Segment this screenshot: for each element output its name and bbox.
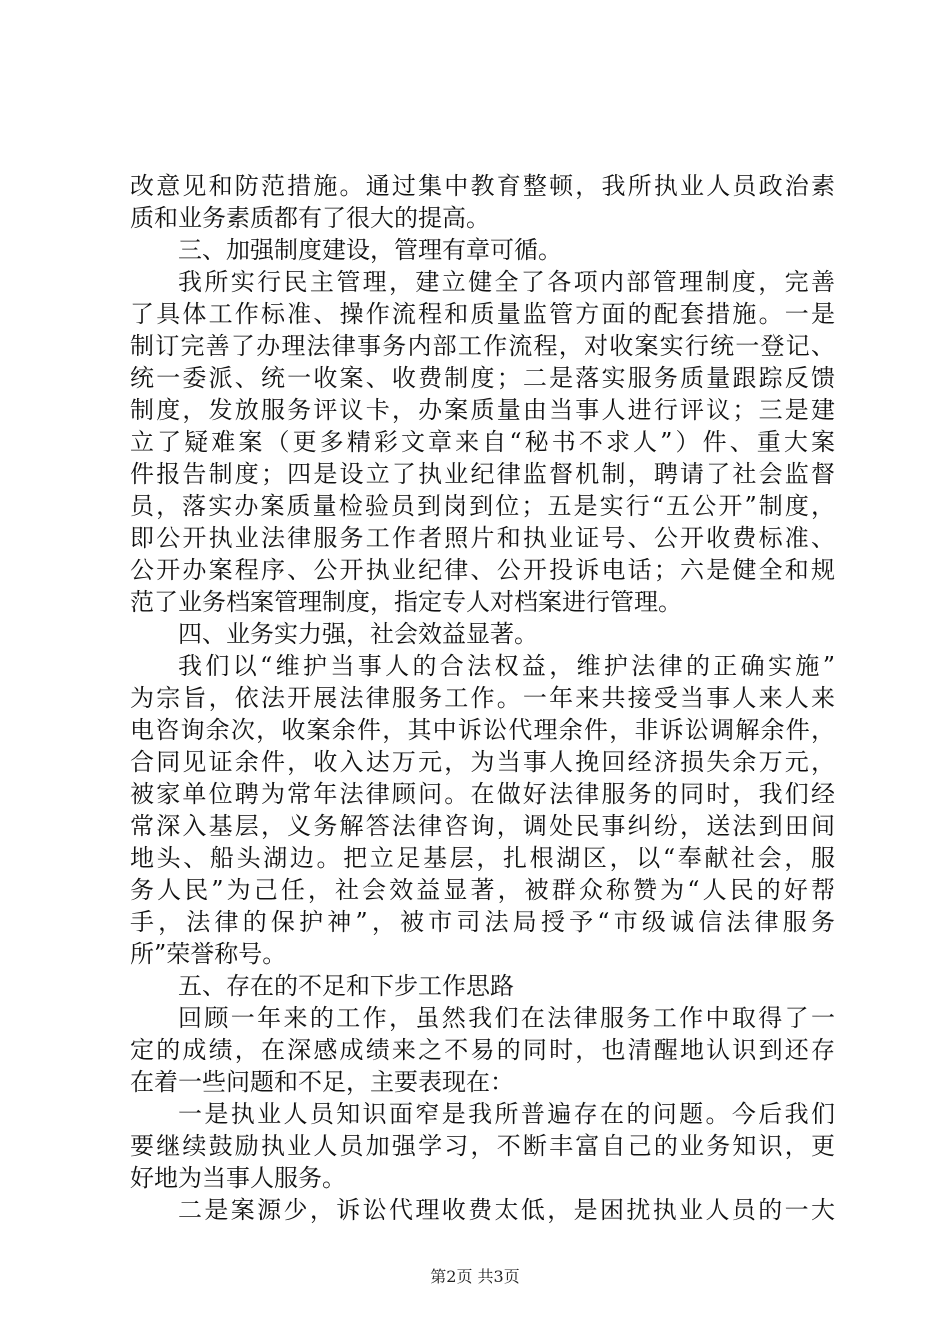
section-heading: 五、存在的不足和下步工作思路 — [178, 972, 514, 1000]
text-line: 一是执业人员知识面窄是我所普遍存在的问题。今后我们 — [178, 1100, 835, 1128]
text-line: 范了业务档案管理制度，指定专人对档案进行管理。 — [130, 588, 682, 616]
text-line: 务人民”为己任，社会效益显著，被群众称赞为“人民的好帮 — [130, 876, 835, 904]
section-heading: 三、加强制度建设，管理有章可循。 — [178, 236, 562, 264]
text-line: 立了疑难案（更多精彩文章来自“秘书不求人”）件、重大案 — [130, 428, 835, 456]
text-line: 件报告制度；四是设立了执业纪律监督机制，聘请了社会监督 — [130, 460, 835, 488]
text-line: 质和业务素质都有了很大的提高。 — [130, 204, 490, 232]
section-heading: 四、业务实力强，社会效益显著。 — [178, 620, 538, 648]
text-line: 地头、船头湖边。把立足基层，扎根湖区，以“奉献社会，服 — [130, 844, 835, 872]
text-line: 要继续鼓励执业人员加强学习，不断丰富自己的业务知识，更 — [130, 1132, 835, 1160]
text-line: 好地为当事人服务。 — [130, 1164, 346, 1192]
text-line: 统一委派、统一收案、收费制度；二是落实服务质量跟踪反馈 — [130, 364, 835, 392]
text-line: 为宗旨，依法开展法律服务工作。一年来共接受当事人来人来 — [130, 684, 835, 712]
text-line: 我们以“维护当事人的合法权益，维护法律的正确实施” — [178, 652, 835, 680]
text-line: 制订完善了办理法律事务内部工作流程，对收案实行统一登记、 — [130, 332, 835, 360]
text-line: 回顾一年来的工作，虽然我们在法律服务工作中取得了一 — [178, 1004, 835, 1032]
text-line: 制度，发放服务评议卡，办案质量由当事人进行评议；三是建 — [130, 396, 835, 424]
text-line: 手，法律的保护神”，被市司法局授予“市级诚信法律服务 — [130, 908, 835, 936]
text-line: 二是案源少，诉讼代理收费太低，是困扰执业人员的一大 — [178, 1196, 835, 1224]
text-line: 了具体工作标准、操作流程和质量监管方面的配套措施。一是 — [130, 300, 835, 328]
text-line: 定的成绩，在深感成绩来之不易的同时，也清醒地认识到还存 — [130, 1036, 835, 1064]
text-line: 电咨询余次，收案余件，其中诉讼代理余件，非诉讼调解余件， — [130, 716, 835, 744]
page-number: 第2页 共3页 — [430, 1267, 520, 1286]
text-line: 合同见证余件，收入达万元，为当事人挽回经济损失余万元， — [130, 748, 835, 776]
text-line: 被家单位聘为常年法律顾问。在做好法律服务的同时，我们经 — [130, 780, 835, 808]
text-line: 所”荣誉称号。 — [130, 940, 287, 968]
text-line: 公开办案程序、公开执业纪律、公开投诉电话；六是健全和规 — [130, 556, 835, 584]
text-line: 员，落实办案质量检验员到岗到位；五是实行“五公开”制度， — [130, 492, 835, 520]
text-line: 改意见和防范措施。通过集中教育整顿，我所执业人员政治素 — [130, 172, 835, 200]
text-line: 即公开执业法律服务工作者照片和执业证号、公开收费标准、 — [130, 524, 835, 552]
text-line: 常深入基层，义务解答法律咨询，调处民事纠纷，送法到田间 — [130, 812, 835, 840]
document-body — [130, 170, 835, 1226]
text-line: 我所实行民主管理，建立健全了各项内部管理制度，完善 — [178, 268, 835, 296]
text-line: 在着一些问题和不足，主要表现在： — [130, 1068, 514, 1096]
